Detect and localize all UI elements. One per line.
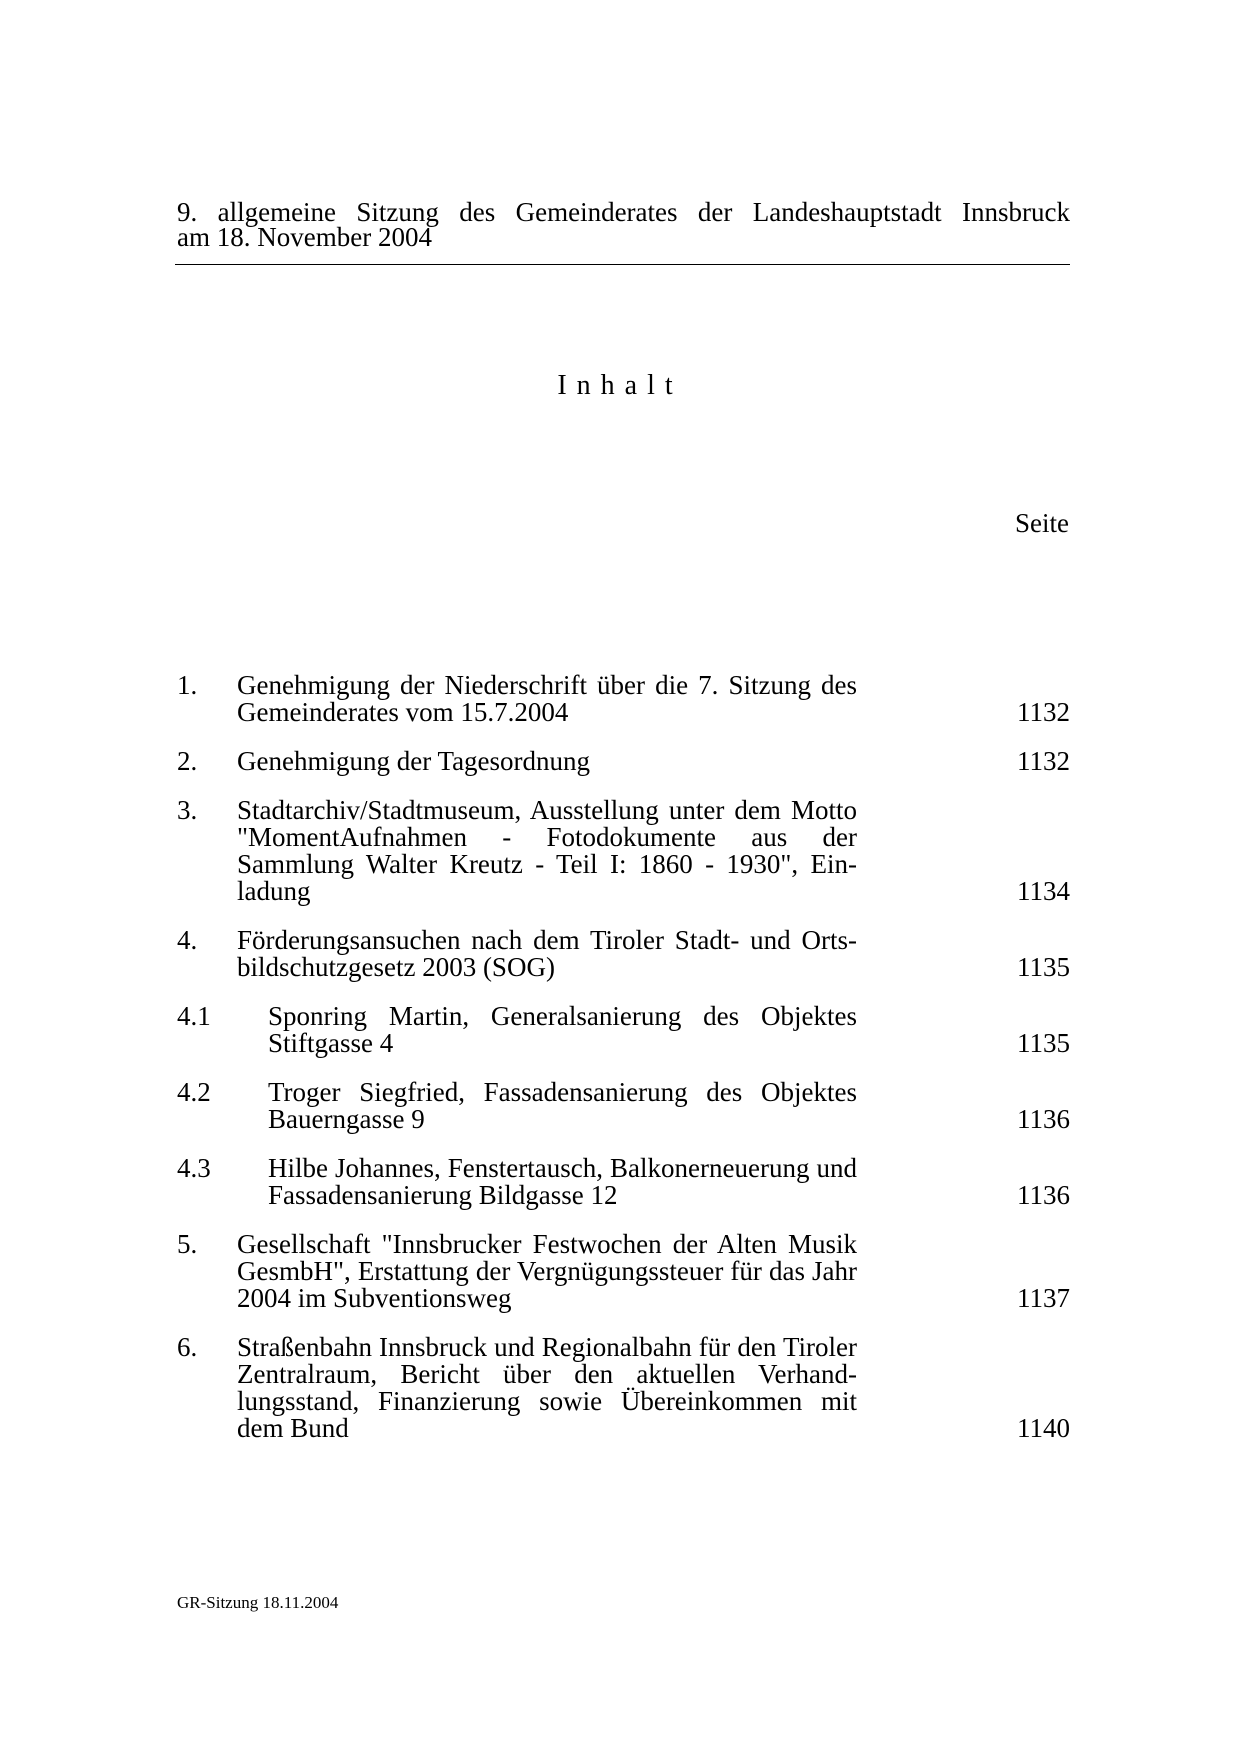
document-header [177,197,1070,252]
header-date-line: am 18. November 2004 [177,222,432,252]
toc-entry-3 [177,797,1070,905]
toc-entry-2 [177,748,1070,775]
toc-entry-number: 4. [177,925,198,955]
toc-entry-page: 1137 [1017,1283,1070,1313]
toc-entry-page: 1136 [1017,1180,1070,1210]
toc-entry-page: 1135 [1017,952,1070,982]
toc-entry-text: Hilbe Johannes, Fenstertausch, Balkonerneuerung und Fassadensanierung Bildgasse 12 [268,1153,857,1210]
toc-entry-number: 6. [177,1332,198,1362]
toc-entry-text: Genehmigung der Tagesordnung [237,746,591,776]
toc-entry-page: 1140 [1017,1413,1070,1443]
toc-entry-text: Gesellschaft "Innsbrucker Festwochen der Alten Musik GesmbH", Erstattung der Vergnügungssteuer für das Jahr 2004 im Subventionsweg [237,1229,857,1313]
header-divider [175,264,1070,265]
toc-entry-4 [177,927,1070,981]
toc-entry-number: 1. [177,670,198,700]
toc-entry-text: Troger Siegfried, Fassadensanierung des Objektes Bauerngasse 9 [268,1077,857,1134]
toc-entry-4-2 [177,1079,1070,1133]
toc-entry-number: 4.1 [177,1001,211,1031]
toc-entry-text: Genehmigung der Niederschrift über die 7. Sitzung des Gemeinderates vom 15.7.2004 [237,670,857,727]
toc-entry-number: 4.3 [177,1153,211,1183]
toc-entry-text: Förderungsansuchen nach dem Tiroler Stadt- und Ortsbildschutzgesetz 2003 (SOG) [237,925,857,982]
toc-entry-number: 3. [177,795,198,825]
contents-title: Inhalt [557,370,683,401]
toc-entry-4-3 [177,1155,1070,1209]
toc-entry-6 [177,1334,1070,1442]
toc-entry-text: Straßenbahn Innsbruck und Regionalbahn für den Tiroler Zentralraum, Bericht über den aktuellen Verhandlungsstand, Finanzierung sowie Übereinkommen mit dem Bund [237,1332,857,1443]
toc-entry-page: 1136 [1017,1104,1070,1134]
toc-entry-number: 5. [177,1229,198,1259]
toc-entry-number: 4.2 [177,1077,211,1107]
table-of-contents [177,672,1070,1442]
toc-entry-number: 2. [177,746,198,776]
toc-entry-page: 1135 [1017,1028,1070,1058]
toc-entry-4-1 [177,1003,1070,1057]
page-footer: GR-Sitzung 18.11.2004 [177,1593,339,1612]
toc-entry-5 [177,1231,1070,1312]
header-title-line: 9. allgemeine Sitzung des Gemeinderates der Landeshauptstadt Innsbruck [177,197,1070,227]
toc-entry-text: Stadtarchiv/Stadtmuseum, Ausstellung unter dem Motto "MomentAufnahmen - Fotodokumente aus der Sammlung Walter Kreutz - Teil I: 1860 - 1930", Einladung [237,795,857,906]
toc-entry-1 [177,672,1070,726]
toc-entry-page: 1132 [1017,697,1070,727]
toc-entry-page: 1132 [1017,746,1070,776]
page-column-label: Seite [1015,508,1069,538]
toc-entry-text: Sponring Martin, Generalsanierung des Objektes Stiftgasse 4 [268,1001,857,1058]
toc-entry-page: 1134 [1017,876,1070,906]
